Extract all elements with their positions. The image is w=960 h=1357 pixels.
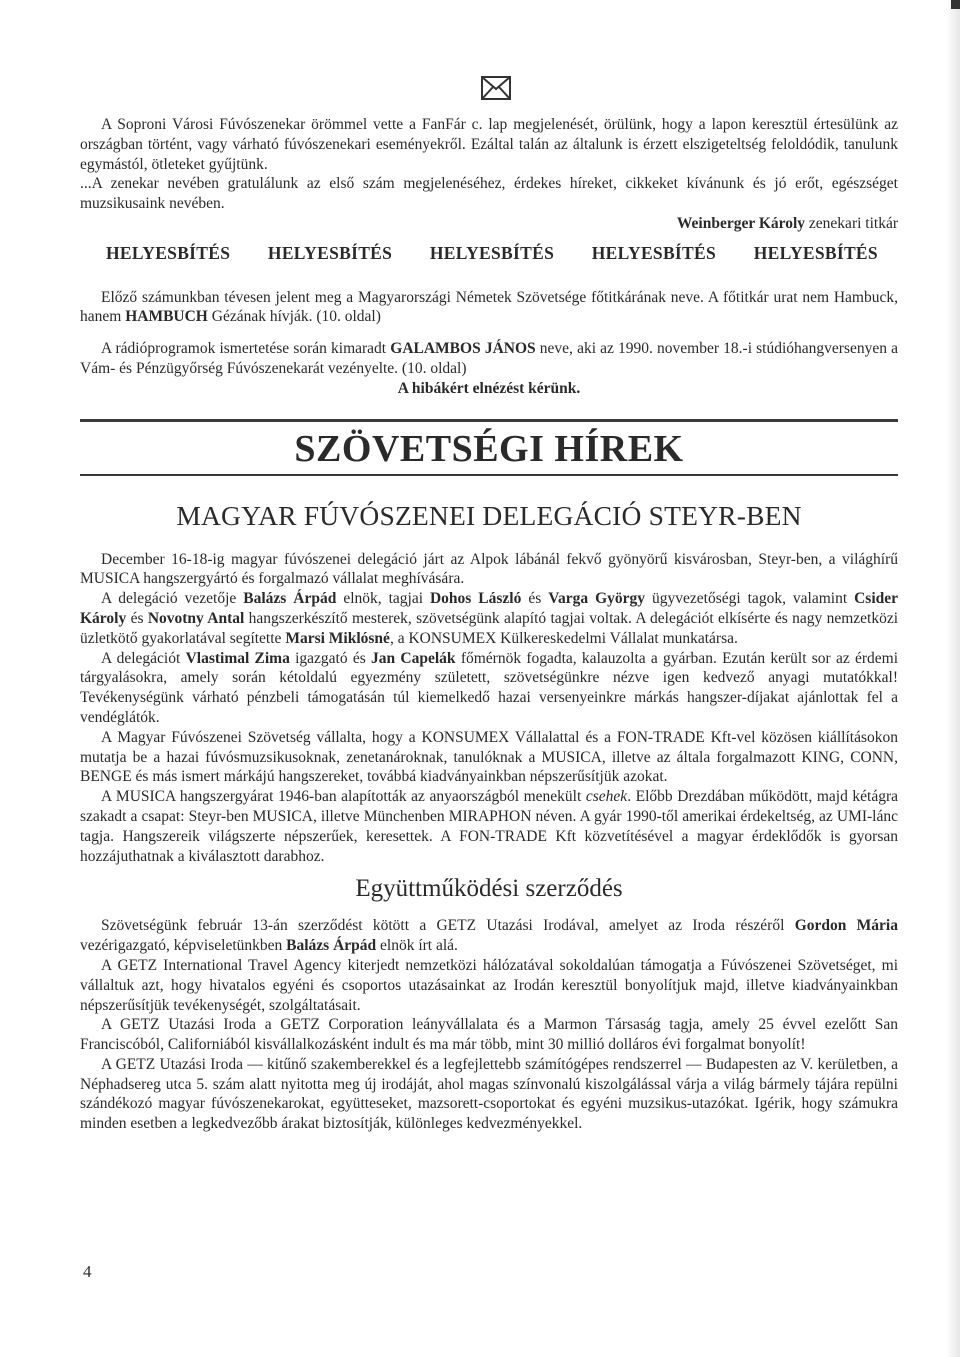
correction-text: Gézának hívják. (10. oldal) <box>211 308 381 326</box>
signature-role: zenekari titkár <box>808 214 898 232</box>
corrections-heading-word: HELYESBÍTÉS <box>753 242 878 263</box>
news-paragraph-5 <box>80 787 898 866</box>
news-text: A delegációt <box>101 649 181 667</box>
news-paragraph-1: December 16-18-ig magyar fúvószenei delegáció járt az Alpok lábánál fekvő gyönyörű kisvárosban, Steyr-ben, a világhírű MUSICA hangszergyártó és forgalmazó vállalat meghívására. <box>80 550 898 588</box>
contract-paragraph-2: A GETZ International Travel Agency kiterjedt nemzetközi hálózatával sokoldalúan támogatja a Fúvószenei Szövetséget, mi vállaltuk azt, hogy hivatalos egyéni és csoportos utazásainkat az Irodán keresztül bonyolítjuk majd, illetve kiadványainkban népszerűsítjük tevékenységét, szolgáltatásait. <box>80 956 898 1014</box>
news-text: ügyvezetőségi tagok, valamint <box>652 590 848 608</box>
page-edge-shadow <box>946 0 960 1357</box>
signature-name: Weinberger Károly <box>676 214 806 232</box>
person-name: Csider Károly <box>80 590 899 627</box>
news-text: igazgató és <box>295 649 366 667</box>
news-text: hangszerkészítő mesterek, szövetségünk alapító tagjai voltak. A delegációt elkísérte és nagy nemzetközi üzletkötő gyakorlatával segítette <box>80 609 899 647</box>
contract-text: Szövetségünk február 13-án szerződést kötött a GETZ Utazási Irodával, amelyet az Iroda részéről <box>101 917 785 935</box>
correction-text: Előző számunkban tévesen jelent meg a Magyarországi Németek Szövetsége főtitkárának neve. A főtitkár urat nem Hambuck, hanem <box>80 288 898 326</box>
corrections-heading-word: HELYESBÍTÉS <box>106 242 231 263</box>
apology-line: A hibákért elnézést kérünk. <box>397 379 581 397</box>
news-paragraph-4: A Magyar Fúvószenei Szövetség vállalta, hogy a KONSUMEX Vállalattal és a FON-TRADE Kft-vel közösen kiállításokon mutatja be a hazai fúvósmuzsikusoknak, zenetanároknak, tanulóknak a MUSICA, illetve az általa forgalmazott KING, CONN, BENGE és más ismert márkájú hangszereket, továbbá kiadványainkban népszerűsítjük azokat. <box>80 728 898 786</box>
intro-paragraph-1: A Soproni Városi Fúvószenekar örömmel vette a FanFár c. lap megjelenését, örülünk, hogy a lapon keresztül értesülünk az országban történt, vagy várható fúvószenekari eseményekről. Ezáltal talán az általunk is érzett elszigeteltség feloldódik, tanulunk egymástól, ötleteket gyűjtünk. <box>80 116 898 173</box>
section-rule-bottom <box>80 474 898 476</box>
news-emphasis: csehek <box>585 788 628 806</box>
news-text: A delegáció vezetője <box>101 590 237 608</box>
news-paragraph-3 <box>80 649 898 728</box>
news-text: , a KONSUMEX Külkereskedelmi Vállalat munkatársa. <box>389 629 738 647</box>
contract-paragraph-4: A GETZ Utazási Iroda — kitűnő szakemberekkel és a legfejlettebb számítógépes rendszerrel — Budapesten az V. kerületben, a Néphadsereg utca 5. szám alatt nyitotta meg új irodáját, ahol magas színvonalú kiszolgálással várja a világ bármely tájára repülni szándékozó magyar fúvószenekarokat, együtteseket, mazsorett-csoportokat és egyéni muzsikus-utazókat. Igérik, hogy számukra minden esetben a legkedvezőbb árakat biztosítják, különleges kedvezményekkel. <box>80 1055 898 1133</box>
envelope-icon <box>481 76 511 100</box>
intro-paragraph-2: ...A zenekar nevében gratulálunk az első szám megjelenéséhez, érdekes híreket, cikkeket kívánunk és jó erőt, egészséget muzsikusaink nevében. <box>80 175 898 213</box>
person-name: Varga György <box>548 590 646 608</box>
person-name: Vlastimal Zima <box>185 649 290 667</box>
corrections-heading-word: HELYESBÍTÉS <box>591 242 717 263</box>
corrections-heading-word: HELYESBÍTÉS <box>267 242 393 263</box>
intro-signature <box>80 214 898 234</box>
correction-name: HAMBUCH <box>125 308 208 326</box>
person-name: Marsi Miklósné <box>285 629 390 647</box>
news-text: . Előbb Drezdában működött, majd kétágra szakadt a csapat: Steyr-ben MUSICA, illetve Münchenben MIRAPHON néven. A gyár 1990-től amerikai érdekeltség, az UMI-lánc tagja. Hangszereik világszerte népszerűek, keresettek. A FON-TRADE Kft közvetítésével a magyar érdeklődők is gyorsan hozzájuthatnak a kiválasztott darabhoz. <box>80 788 899 865</box>
contract-paragraph-3: A GETZ Utazási Iroda a GETZ Corporation leányvállalata és a Marmon Társaság tagja, amely 25 évvel ezelőtt San Franciscóból, Californiából kisvállalkozásként indult és ma már több, mint 30 millió dolláros évi forgalmat bonyolít! <box>80 1016 898 1054</box>
person-name: Gordon Mária <box>794 917 898 935</box>
person-name: Balázs Árpád <box>243 590 337 608</box>
correction-text: A rádióprogramok ismertetése során kimaradt <box>101 340 387 358</box>
news-text: és <box>528 590 542 608</box>
corrections-heading-word: HELYESBÍTÉS <box>429 242 555 263</box>
news-section-title: SZÖVETSÉGI HÍREK <box>294 427 684 470</box>
section-rule-top <box>80 419 898 422</box>
news-text: és <box>130 609 144 627</box>
contract-title: Együttműködési szerződés <box>355 875 623 903</box>
contract-text: elnök írt alá. <box>380 937 458 955</box>
page-number: 4 <box>83 1262 92 1281</box>
news-text: főmérnök fogadta, kalauzolta a gyárban. Ezután került sor az érdemi tárgyalásokra, amely során kétoldalú egyezmény született, szövetségünkre nézve igen kedvező anyagi mutatókkal! Tevékenységünk várható pénzbeli támogatásán túl kiemelkedő hazai versenyeinkre márkás hangszer-díjakat ajánlottak fel a vendéglátók. <box>80 649 899 726</box>
person-name: Jan Capelák <box>371 649 456 667</box>
page-corner-mark <box>951 0 960 9</box>
corrections-heading <box>106 244 878 264</box>
page-content <box>80 115 898 1134</box>
correction-text: neve, aki az 1990. november 18.-i stúdióhangversenyen a Vám- és Pénzügyőrség Fúvószenekarát vezényelte. (10. oldal) <box>80 340 899 377</box>
news-text: elnök, tagjai <box>343 590 424 608</box>
news-text: A MUSICA hangszergyárat 1946-ban alapították az anyaországból menekült <box>101 788 582 806</box>
correction-name: GALAMBOS JÁNOS <box>390 340 536 358</box>
correction-paragraph-1 <box>80 288 898 328</box>
person-name: Novotny Antal <box>147 609 245 627</box>
person-name: Balázs Árpád <box>286 937 377 955</box>
person-name: Dohos László <box>429 590 522 608</box>
correction-paragraph-2 <box>80 339 898 379</box>
contract-text: vezérigazgató, képviseletünkben <box>80 937 283 955</box>
news-paragraph-2 <box>80 589 898 648</box>
news-subtitle: MAGYAR FÚVÓSZENEI DELEGÁCIÓ STEYR-BEN <box>176 499 802 531</box>
contract-paragraph-1 <box>80 916 898 956</box>
